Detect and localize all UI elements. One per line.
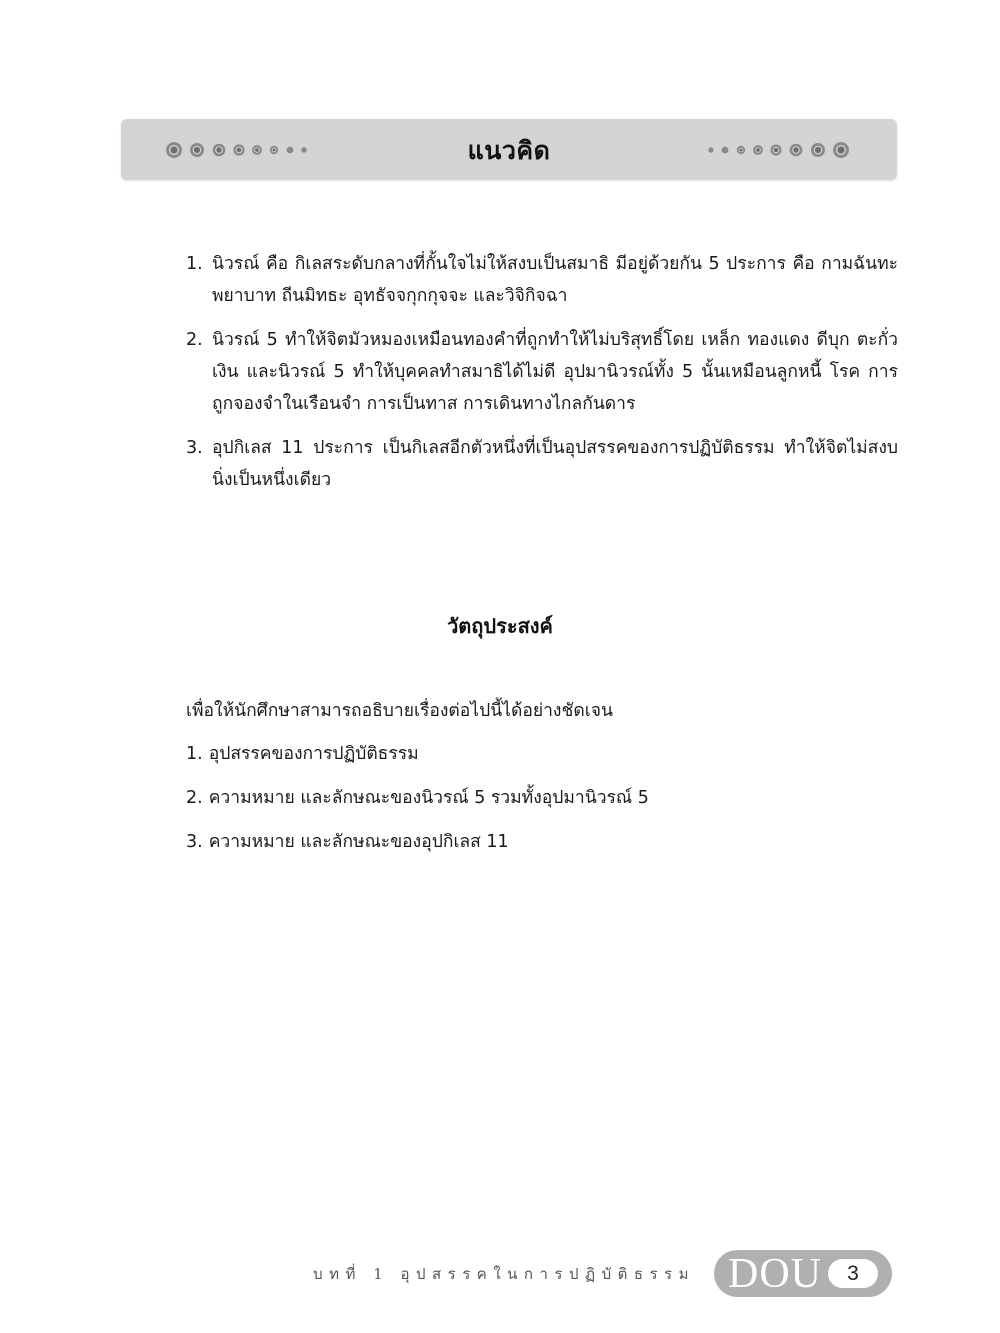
objective-item xyxy=(186,828,649,856)
objective-item-text: ความหมาย และลักษณะของนิวรณ์ 5 รวมทั้งอุปมานิวรณ์ 5 xyxy=(208,788,649,808)
objective-item-number: 1. xyxy=(186,744,203,764)
concept-item-number: 1. xyxy=(186,254,203,274)
page-title: แนวคิด xyxy=(467,136,551,165)
objectives-heading: วัตถุประสงค์ xyxy=(447,614,553,638)
section-header-bar xyxy=(121,119,897,180)
objectives-list xyxy=(186,740,649,872)
concept-item xyxy=(186,432,898,496)
objective-item-text: ความหมาย และลักษณะของอุปกิเลส 11 xyxy=(208,832,509,852)
dou-logo: DOU xyxy=(728,1251,822,1297)
decorative-dots-right-icon xyxy=(699,119,849,180)
concept-list xyxy=(186,248,898,508)
concept-item-number: 2. xyxy=(186,330,203,350)
objective-item-text: อุปสรรคของการปฏิบัติธรรม xyxy=(208,744,419,764)
concept-item-number: 3. xyxy=(186,438,203,458)
objective-item xyxy=(186,784,649,812)
objective-item-number: 3. xyxy=(186,832,203,852)
objectives-intro: เพื่อให้นักศึกษาสามารถอธิบายเรื่องต่อไปนี้ได้อย่างชัดเจน xyxy=(186,701,613,721)
concept-item-text: อุปกิเลส 11 ประการ เป็นกิเลสอีกตัวหนึ่งที่เป็นอุปสรรคของการปฏิบัติธรรม ทำให้จิตไม่สงบนิ่งเป็นหนึ่งเดียว xyxy=(212,438,898,490)
objective-item xyxy=(186,740,649,768)
concept-item xyxy=(186,324,898,420)
concept-item xyxy=(186,248,898,312)
page-number: 3 xyxy=(828,1259,878,1288)
concept-item-text: นิวรณ์ 5 ทำให้จิตมัวหมองเหมือนทองคำที่ถูกทำให้ไม่บริสุทธิ์โดย เหล็ก ทองแดง ดีบุก ตะกั่ว เงิน และนิวรณ์ 5 ทำให้บุคคลทำสมาธิได้ไม่ดี อุปมานิวรณ์ทั้ง 5 นั้นเหมือนลูกหนี้ โรค การถูกจองจำในเรือนจำ การเป็นทาส การเดินทางไกลกันดาร xyxy=(212,330,898,414)
chapter-footer: บทที่ 1 อุปสรรคในการปฏิบัติธรรม xyxy=(313,1265,695,1283)
objective-item-number: 2. xyxy=(186,788,203,808)
page-badge xyxy=(714,1250,892,1297)
concept-item-text: นิวรณ์ คือ กิเลสระดับกลางที่กั้นใจไม่ให้สงบเป็นสมาธิ มีอยู่ด้วยกัน 5 ประการ คือ กามฉันทะ พยาบาท ถีนมิทธะ อุทธัจจกุกกุจจะ และวิจิกิจฉา xyxy=(212,254,898,306)
